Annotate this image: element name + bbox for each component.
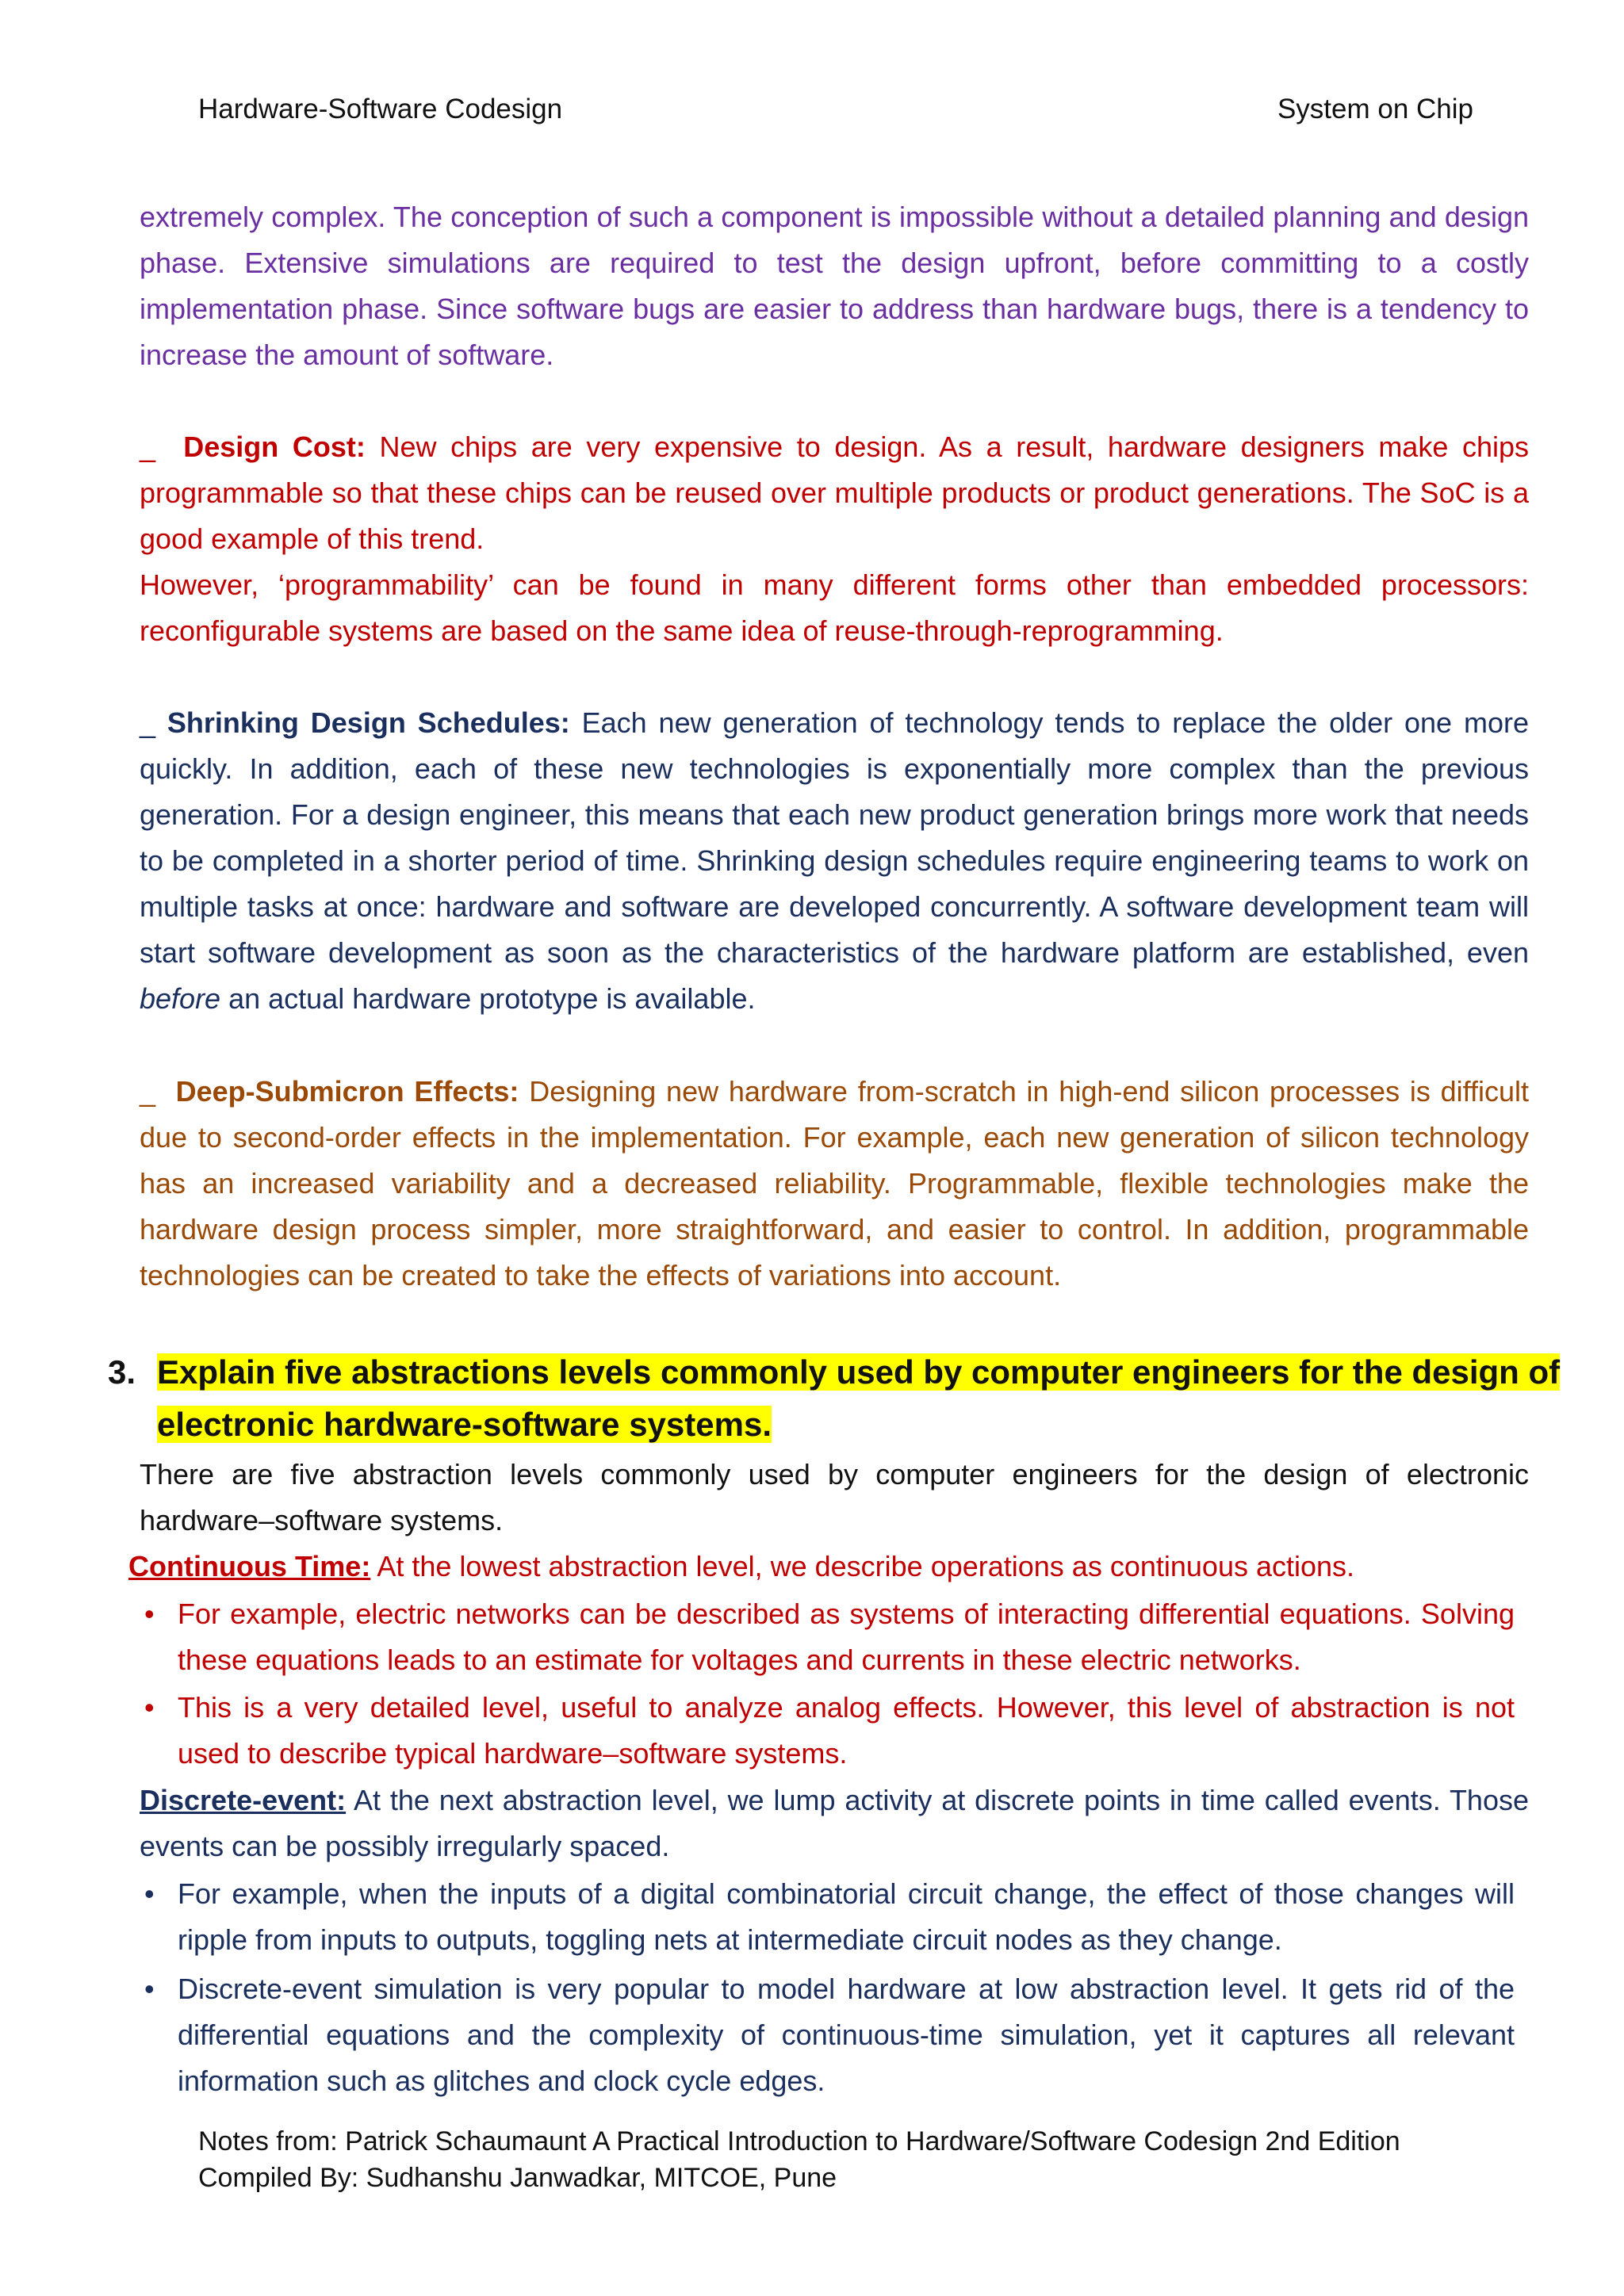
discrete-event-title: Discrete-event:	[140, 1784, 347, 1816]
question-text: Explain five abstractions levels commonly used by computer engineers for the design of electronic hardware-software systems.	[157, 1353, 1561, 1443]
shrinking-italic: before	[140, 982, 221, 1015]
shrinking-schedules-paragraph	[140, 700, 1529, 1022]
continuous-time-text: At the lowest abstraction level, we describe operations as continuous actions.	[370, 1550, 1355, 1582]
question-number: 3.	[108, 1353, 136, 1391]
continuous-time-title: Continuous Time:	[128, 1550, 371, 1582]
shrinking-prefix: _	[140, 706, 156, 739]
question-heading	[108, 1346, 1614, 1451]
design-cost-paragraph	[140, 424, 1529, 654]
bullet-icon: •	[144, 1598, 155, 1630]
shrinking-text: Each new generation of technology tends to replace the older one more quickly. In addition, each of these new technologies is exponentially more complex than the previous generation. For a design engineer, this means that each new product generation brings more work that needs to be completed in a shorter period of time. Shrinking design schedules require engineering teams to work on multiple tasks at once: hardware and software are developed concurrently. A software development team will start software development as soon as the characteristics of the hardware platform are established, even	[140, 706, 1529, 969]
list-item: • This is a very detailed level, useful to analyze analog effects. However, this level of abstraction is not used to describe typical hardware–software systems.	[140, 1685, 1515, 1777]
design-cost-title: Design Cost:	[183, 430, 366, 463]
header-title: Hardware-Software Codesign	[198, 94, 563, 124]
header-subject: System on Chip	[1277, 94, 1473, 124]
shrinking-text-end: an actual hardware prototype is available.	[220, 982, 756, 1015]
shrinking-title: Shrinking Design Schedules:	[167, 706, 570, 739]
continuous-time-bullets	[140, 1591, 1515, 1778]
bullet-icon: •	[144, 1877, 155, 1910]
discrete-event-text: At the next abstraction level, we lump activity at discrete points in time called events. Those events can be possibly irregularly spaced.	[140, 1784, 1529, 1862]
discrete-event-paragraph	[140, 1777, 1529, 1869]
answer-intro: There are five abstraction levels commonly used by computer engineers for the design of electronic hardware–software systems.	[140, 1458, 1529, 1536]
deep-submicron-title: Deep-Submicron Effects:	[175, 1075, 519, 1108]
list-item: • For example, when the inputs of a digital combinatorial circuit change, the effect of those changes will ripple from inputs to outputs, toggling nets at intermediate circuit nodes as they change.	[140, 1871, 1515, 1963]
list-item: • For example, electric networks can be described as systems of interacting differential equations. Solving these equations leads to an estimate for voltages and currents in these electric networks.	[140, 1591, 1515, 1683]
list-item: • Discrete-event simulation is very popular to model hardware at low abstraction level. It gets rid of the differential equations and the complexity of continuous-time simulation, yet it captures all relevant information such as glitches and clock cycle edges.	[140, 1966, 1515, 2104]
deep-submicron-paragraph	[140, 1069, 1529, 1299]
design-cost-prefix: _	[140, 430, 156, 463]
bullet-icon: •	[144, 1691, 155, 1724]
deep-submicron-prefix: _	[140, 1075, 156, 1108]
footer-source: Notes from: Patrick Schaumaunt A Practical Introduction to Hardware/Software Codesign 2nd Edition	[198, 2126, 1400, 2156]
design-cost-text: New chips are very expensive to design. As a result, hardware designers make chips programmable so that these chips can be reused over multiple products or product generations. The SoC is a good example of this trend.	[140, 430, 1529, 555]
page-footer	[198, 2123, 1400, 2196]
deep-submicron-text: Designing new hardware from-scratch in high-end silicon processes is difficult due to second-order effects in the implementation. For example, each new generation of silicon technology has an increased variability and a decreased reliability. Programmable, flexible technologies make the hardware design process simpler, more straightforward, and easier to control. In addition, programmable technologies can be created to take the effects of variations into account.	[140, 1075, 1529, 1292]
design-cost-text-2: However, ‘programmability’ can be found in many different forms other than embedded processors: reconfigurable systems are based on the same idea of reuse-through-reprogramming.	[140, 568, 1529, 647]
bullet-icon: •	[144, 1973, 155, 2005]
discrete-event-bullets	[140, 1871, 1515, 2106]
intro-paragraph: extremely complex. The conception of such a component is impossible without a detailed planning and design phase. Extensive simulations are required to test the design upfront, before committing to a costly implementation phase. Since software bugs are easier to address than hardware bugs, there is a tendency to increase the amount of software.	[140, 201, 1529, 371]
footer-compiler: Compiled By: Sudhanshu Janwadkar, MITCOE, Pune	[198, 2163, 837, 2193]
continuous-time-heading	[128, 1544, 1518, 1590]
